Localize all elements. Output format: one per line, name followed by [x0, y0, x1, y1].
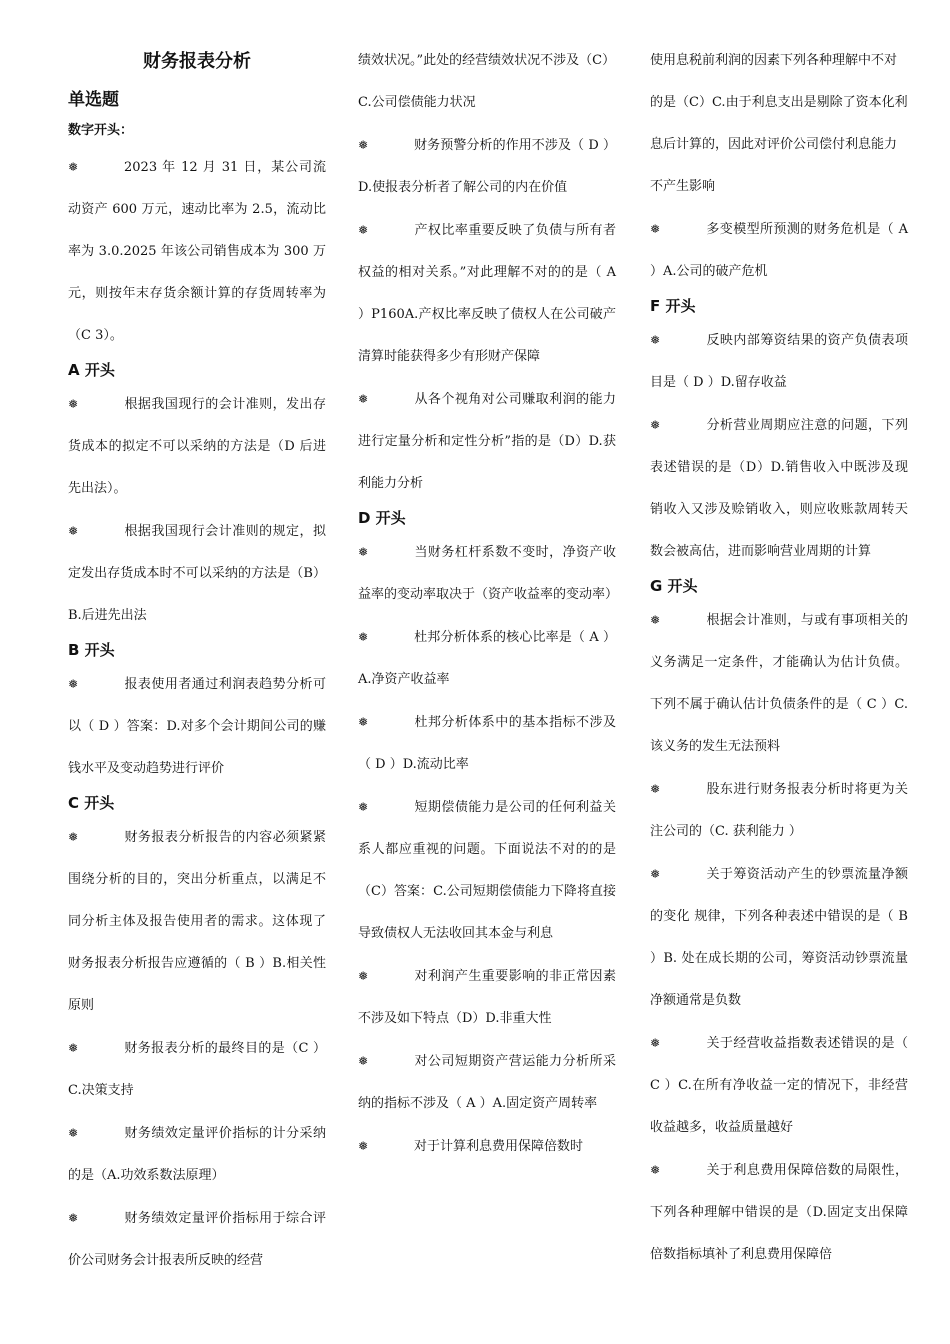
snowflake-bullet-icon: ❅: [68, 677, 79, 691]
snowflake-bullet-icon: ❅: [68, 1041, 79, 1055]
question-item: ❅ 关于经营收益指数表述错误的是（ C ）C.在所有净收益一定的情况下，非经营收益越多，收益质量越好: [650, 1022, 908, 1149]
question-item: ❅ 短期偿债能力是公司的任何利益关系人都应重视的问题。下面说法不对的的是（C）答案：C.公司短期偿债能力下降将直接导致债权人无法收回其本金与利息: [358, 786, 616, 955]
question-item: ❅ 多变模型所预测的财务危机是（ A ）A.公司的破产危机: [650, 208, 908, 293]
section-heading-c: C 开头: [68, 794, 115, 812]
question-item: ❅ 对公司短期资产营运能力分析所采纳的指标不涉及（ A ）A.固定资产周转率: [358, 1040, 616, 1125]
snowflake-bullet-icon: ❅: [358, 630, 369, 644]
section-heading-single-choice: 单选题: [68, 90, 119, 110]
question-item: ❅ 分析营业周期应注意的问题，下列表述错误的是（D）D.销售收入中既涉及现销收入又涉及赊销收入，则应收账款周转天数会被高估，进而影响营业周期的计算: [650, 404, 908, 573]
question-item: ❅ 报表使用者通过利润表趋势分析可以（ D ）答案：D.对多个会计期间公司的赚钱水平及变动趋势进行评价: [68, 663, 326, 790]
question-item: ❅ 财务预警分析的作用不涉及（ D ）D.使报表分析者了解公司的内在价值: [358, 124, 616, 209]
section-heading-g: G 开头: [650, 577, 698, 595]
question-item: ❅ 根据我国现行的会计准则，发出存货成本的拟定不可以采纳的方法是（D 后进先出法）。: [68, 383, 326, 510]
question-item: ❅ 从各个视角对公司赚取利润的能力进行定量分析和定性分析”指的是（D）D.获利能力分析: [358, 378, 616, 505]
snowflake-bullet-icon: ❅: [68, 160, 79, 174]
document-title: 财务报表分析: [143, 51, 251, 72]
question-item: ❅ 杜邦分析体系中的基本指标不涉及（ D ）D.流动比率: [358, 701, 616, 786]
section-heading-a: A 开头: [68, 361, 115, 379]
snowflake-bullet-icon: ❅: [650, 1036, 661, 1050]
snowflake-bullet-icon: ❅: [68, 524, 79, 538]
question-item: ❅ 对利润产生重要影响的非正常因素不涉及如下特点（D）D.非重大性: [358, 955, 616, 1040]
question-item: ❅ 股东进行财务报表分析时将更为关注公司的（C. 获利能力 ）: [650, 768, 908, 853]
question-item: ❅ 关于利息费用保障倍数的局限性，下列各种理解中错误的是（D.固定支出保障倍数指标填补了利息费用保障倍: [650, 1149, 908, 1276]
question-continuation: 绩效状况。”此处的经营绩效状况不涉及（C）C.公司偿债能力状况: [358, 53, 616, 110]
snowflake-bullet-icon: ❅: [358, 223, 369, 237]
snowflake-bullet-icon: ❅: [650, 222, 661, 236]
snowflake-bullet-icon: ❅: [358, 1139, 369, 1153]
snowflake-bullet-icon: ❅: [650, 867, 661, 881]
snowflake-bullet-icon: ❅: [650, 418, 661, 432]
question-item: ❅ 财务绩效定量评价指标用于综合评价公司财务会计报表所反映的经营: [68, 1197, 326, 1282]
column-1: [68, 40, 326, 1282]
question-item: ❅ 财务报表分析报告的内容必须紧紧围绕分析的目的，突出分析重点，以满足不同分析主体及报告使用者的需求。这体现了财务报表分析报告应遵循的（ B ）B.相关性原则: [68, 816, 326, 1027]
question-item: ❅ 杜邦分析体系的核心比率是（ A ）A.净资产收益率: [358, 616, 616, 701]
section-heading-d: D 开头: [358, 509, 406, 527]
snowflake-bullet-icon: ❅: [68, 830, 79, 844]
subheading-number-start: 数字开头：: [68, 123, 134, 138]
snowflake-bullet-icon: ❅: [650, 333, 661, 347]
question-item: ❅ 产权比率重要反映了负债与所有者权益的相对关系。”对此理解不对的的是（ A ）P160A.产权比率反映了债权人在公司破产清算时能获得多少有形财产保障: [358, 209, 616, 378]
snowflake-bullet-icon: ❅: [358, 392, 369, 406]
question-item: ❅ 反映内部筹资结果的资产负债表项目是（ D ）D.留存收益: [650, 319, 908, 404]
column-3: [650, 40, 908, 1276]
question-item: ❅ 根据我国现行会计准则的规定，拟定发出存货成本时不可以采纳的方法是（B） B.后进先出法: [68, 510, 326, 637]
question-item: ❅ 2023 年 12 月 31 日，某公司流动资产 600 万元，速动比率为 2.5，流动比率为 3.0.2025 年该公司销售成本为 300 万元，则按年末存货余额计算的存货周转率为（C 3）。: [68, 146, 326, 357]
question-item: ❅ 当财务杠杆系数不变时，净资产收益率的变动率取决于（资产收益率的变动率）: [358, 531, 616, 616]
snowflake-bullet-icon: ❅: [358, 545, 369, 559]
snowflake-bullet-icon: ❅: [358, 800, 369, 814]
snowflake-bullet-icon: ❅: [358, 1054, 369, 1068]
question-continuation: 使用息税前利润的因素下列各种理解中不对的是（C）C.由于利息支出是剔除了资本化利息后计算的，因此对评价公司偿付利息能力不产生影响: [650, 53, 908, 194]
snowflake-bullet-icon: ❅: [650, 613, 661, 627]
question-item: ❅ 财务绩效定量评价指标的计分采纳的是（A.功效系数法原理）: [68, 1112, 326, 1197]
question-item: ❅ 根据会计准则，与或有事项相关的义务满足一定条件，才能确认为估计负债。下列不属于确认估计负债条件的是（ C ）C.该义务的发生无法预料: [650, 599, 908, 768]
question-item: ❅ 关于筹资活动产生的钞票流量净额的变化 规律，下列各种表述中错误的是（ B ）B. 处在成长期的公司，筹资活动钞票流量净额通常是负数: [650, 853, 908, 1022]
snowflake-bullet-icon: ❅: [650, 1163, 661, 1177]
snowflake-bullet-icon: ❅: [358, 138, 369, 152]
column-2: [358, 40, 619, 1168]
snowflake-bullet-icon: ❅: [358, 715, 369, 729]
snowflake-bullet-icon: ❅: [68, 397, 79, 411]
question-item: ❅ 财务报表分析的最终目的是（C ）C.决策支持: [68, 1027, 326, 1112]
snowflake-bullet-icon: ❅: [650, 782, 661, 796]
section-heading-b: B 开头: [68, 641, 115, 659]
snowflake-bullet-icon: ❅: [68, 1126, 79, 1140]
snowflake-bullet-icon: ❅: [358, 969, 369, 983]
section-heading-f: F 开头: [650, 297, 696, 315]
snowflake-bullet-icon: ❅: [68, 1211, 79, 1225]
question-item: ❅ 对于计算利息费用保障倍数时: [358, 1125, 616, 1168]
